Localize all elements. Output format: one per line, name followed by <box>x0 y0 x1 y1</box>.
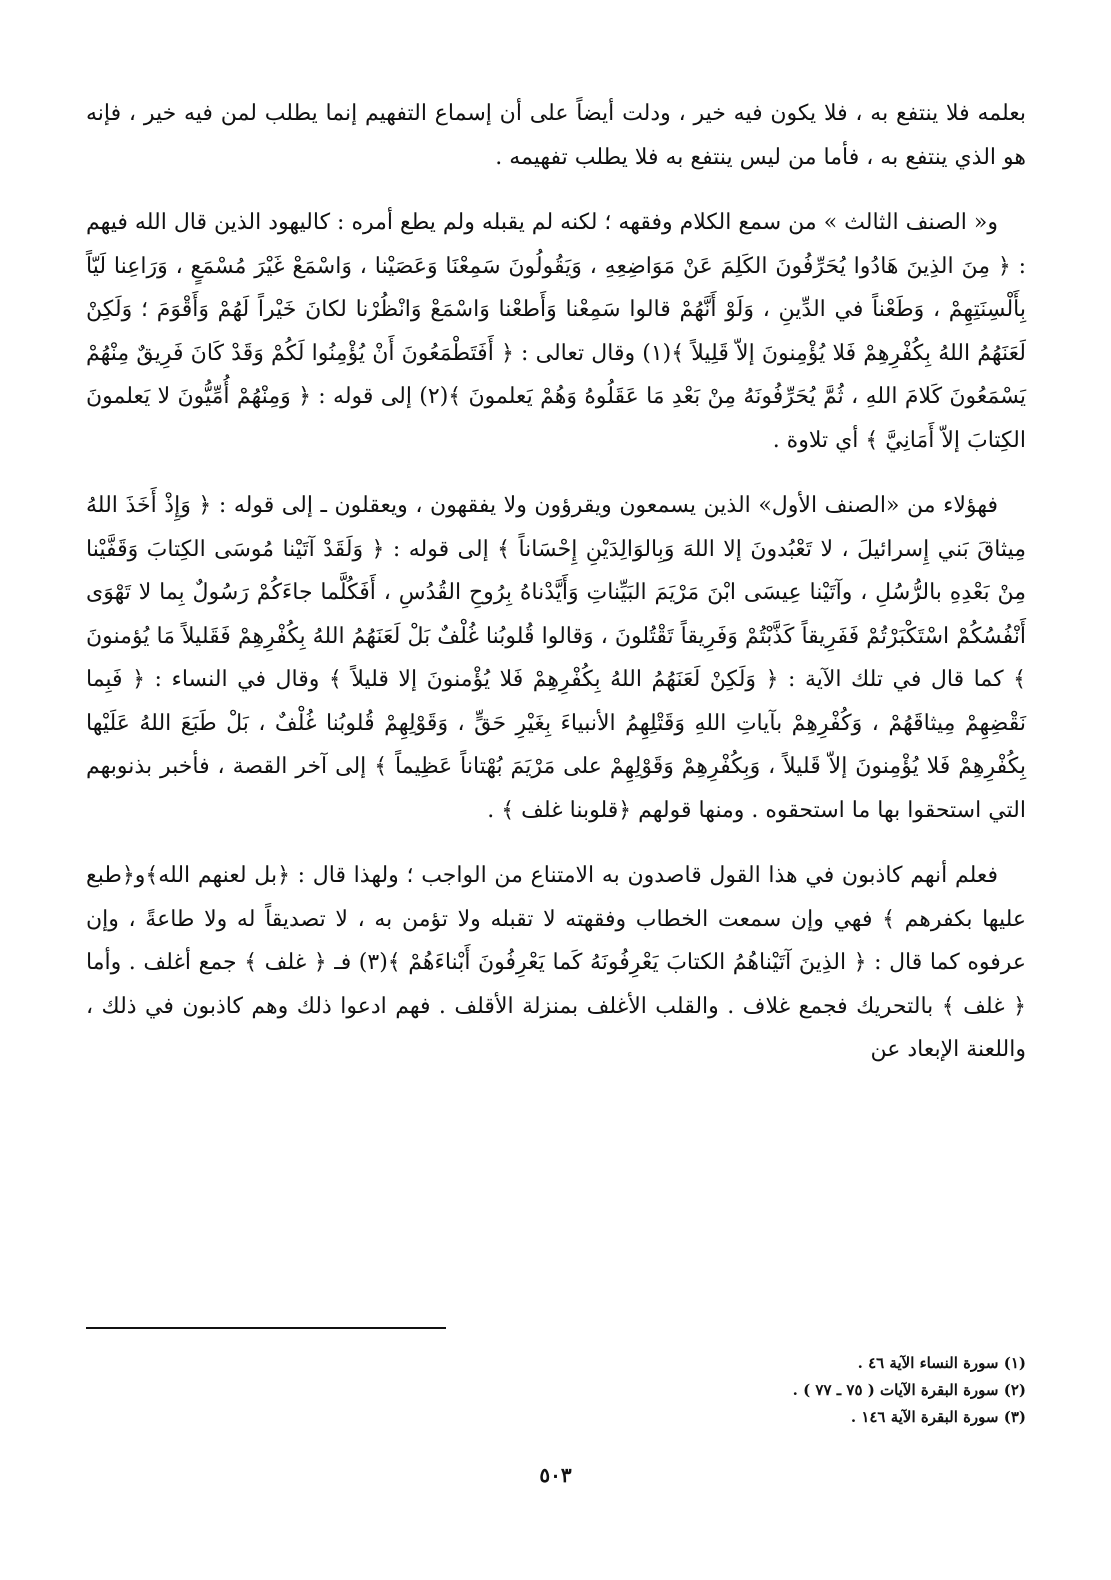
footnote-1: (١) سورة النساء الآية ٤٦ . <box>857 1354 1026 1372</box>
footnote-divider <box>86 1327 446 1329</box>
footnote-2: (٢) سورة البقرة الآيات ( ٧٥ ـ ٧٧ ) . <box>792 1381 1026 1399</box>
page-number: ٥٠٣ <box>539 1463 572 1487</box>
footnote-3: (٣) سورة البقرة الآية ١٤٦ . <box>850 1408 1026 1426</box>
page-body <box>86 92 1026 1094</box>
paragraph-1: بعلمه فلا ينتفع به ، فلا يكون فيه خير ، ودلت أيضاً على أن إسماع التفهيم إنما يطلب لمن فيه خير ، فإنه هو الذي ينتفع به ، فأما من ليس ينتفع به فلا يطلب تفهيمه . <box>86 101 1027 170</box>
paragraph-3: فهؤلاء من «الصنف الأول» الذين يسمعون ويقرؤون ولا يفقهون ، ويعقلون ـ إلى قوله : ﴿ وَإِذْ أَخَذَ اللهُ مِيثاقَ بَني إِسرائيلَ ، لا تَعْبُدونَ إلا اللهَ وَبِالوَالِدَيْنِ إِحْسَاناً ﴾ إلى قوله : ﴿ وَلَقَدْ آتَيْنا مُوسَى الكِتابَ وَقَفَّيْنا مِنْ بَعْدِهِ بالرُّسُلِ ، وآتَيْنا عِيسَى ابْنَ مَرْيَمَ البَيِّناتِ وَأَيَّدْناهُ بِرُوحِ القُدُسِ ، أَفَكُلَّما جاءَكُمْ رَسُولٌ بِما لا تَهْوَى أَنْفُسُكُمْ اسْتَكْبَرْتُمْ فَفَرِيقاً كَذَّبْتُمْ وَفَرِيقاً تَقْتُلونَ ، وَقالوا قُلوبُنا غُلْفٌ بَلْ لَعَنَهُمُ اللهُ بِكُفْرِهِمْ فَقَليلاً مَا يُؤمنونَ ﴾ كما قال في تلك الآية : ﴿ وَلَكِنْ لَعَنَهُمُ اللهُ بِكُفْرِهِمْ فَلا يُؤْمنونَ إلا قليلاً ﴾ وقال في النساء : ﴿ فَبِما نَقْضِهِمْ مِيثاقَهُمْ ، وَكُفْرِهِمْ بآياتِ اللهِ وَقَتْلِهِمُ الأنبياءَ بِغَيْرِ حَقٍّ ، وَقَوْلِهِمْ قُلوبُنا غُلْفٌ ، بَلْ طَبَعَ اللهُ عَلَيْها بِكُفْرِهِمْ فَلا يُؤْمِنونَ إلاّ قَليلاً ، وَبِكُفْرِهِمْ وَقَوْلِهِمْ على مَرْيَمَ بُهْتاناً عَظِيماً ﴾ إلى آخر القصة ، فأخبر بذنوبهم التي استحقوا بها ما استحقوه . ومنها قولهم ﴿قلوبنا غلف ﴾ . <box>86 493 1026 823</box>
paragraph-4: فعلم أنهم كاذبون في هذا القول قاصدون به الامتناع من الواجب ؛ ولهذا قال : ﴿بل لعنهم الله﴾و﴿طبع عليها بكفرهم ﴾ فهي وإن سمعت الخطاب وفقهته لا تقبله ولا تؤمن به ، لا تصديقاً له ولا طاعةً ، وإن عرفوه كما قال : ﴿ الذِينَ آتَيْناهُمُ الكتابَ يَعْرِفُونَهُ كَما يَعْرِفُونَ أَبْناءَهُمْ ﴾(٣) فـ ﴿ غلف ﴾ جمع أغلف . وأما ﴿ غلف ﴾ بالتحريك فجمع غلاف . والقلب الأغلف بمنزلة الأقلف . فهم ادعوا ذلك وهم كاذبون في ذلك ، واللعنة الإبعاد عن <box>86 863 1026 1062</box>
footnotes <box>86 1350 1026 1431</box>
paragraph-2: و« الصنف الثالث » من سمع الكلام وفقهه ؛ لكنه لم يقبله ولم يطع أمره : كاليهود الذين قال الله فيهم : ﴿ مِنَ الذِينَ هَادُوا يُحَرِّفُونَ الكَلِمَ عَنْ مَوَاضِعِهِ ، وَيَقُولُونَ سَمِعْنَا وَعَصَيْنا ، وَاسْمَعْ غَيْرَ مُسْمَعٍ ، وَرَاعِنا لَيّاً بِأَلْسِنَتِهِمْ ، وَطَعْناً في الدِّينِ ، وَلَوْ أَنَّهُمْ قالوا سَمِعْنا وَأَطعْنا وَاسْمَعْ وَانْظُرْنا لكانَ خَيْراً لَهُمْ وَأَقْوَمَ ؛ وَلَكِنْ لَعَنَهُمُ اللهُ بِكُفْرِهِمْ فَلا يُؤْمِنونَ إلاّ قَلِيلاً ﴾(١) وقال تعالى : ﴿ أَفَتَطْمَعُونَ أَنْ يُؤْمِنُوا لَكُمْ وَقَدْ كَانَ فَرِيقٌ مِنْهُمْ يَسْمَعُونَ كَلامَ اللهِ ، ثُمَّ يُحَرِّفُونَهُ مِنْ بَعْدِ مَا عَقَلُوهُ وَهُمْ يَعلمونَ ﴾(٢) إلى قوله : ﴿ وَمِنْهُمْ أُمِّيُّونَ لا يَعلمونَ الكِتابَ إلاّ أَمَانِيَّ ﴾ أي تلاوة . <box>86 210 1026 453</box>
